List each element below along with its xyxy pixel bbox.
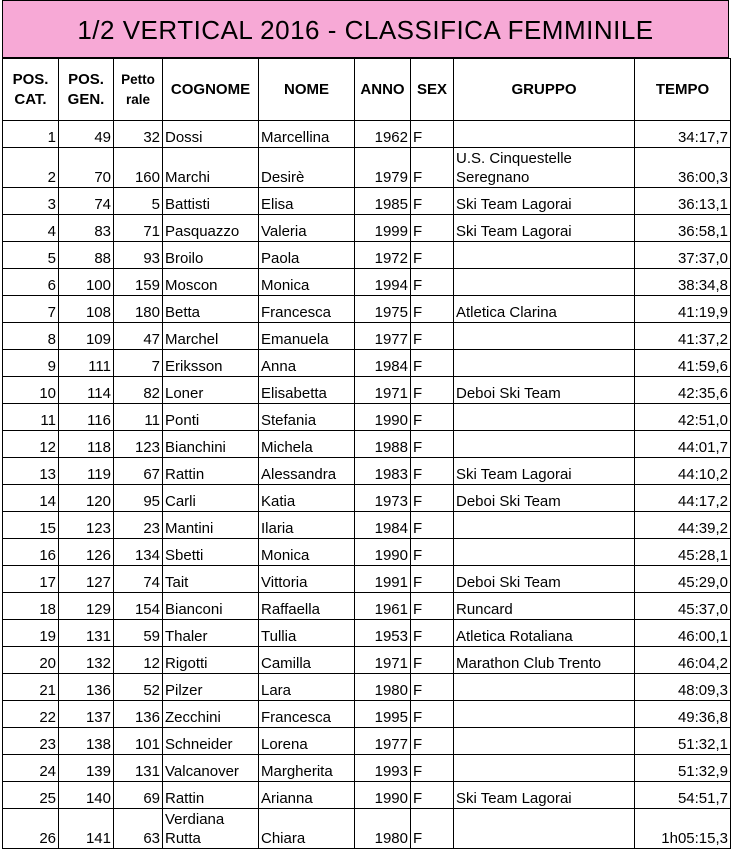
cell-tempo: 46:00,1 [635,620,731,647]
cell-sex: F [411,647,454,674]
cell-gruppo [454,755,635,782]
cell-pettorale: 154 [114,593,163,620]
cell-tempo: 51:32,9 [635,755,731,782]
cell-nome: Desirè [259,148,355,188]
cell-pettorale: 59 [114,620,163,647]
cell-cognome: Battisti [163,188,259,215]
cell-gruppo: Runcard [454,593,635,620]
header-row [3,59,731,121]
cell-pos-cat: 11 [3,404,59,431]
table-row [3,674,731,701]
cell-cognome: Bianchini [163,431,259,458]
cell-tempo: 45:29,0 [635,566,731,593]
cell-gruppo: Ski Team Lagorai [454,782,635,809]
cell-pos-gen: 108 [59,296,114,323]
table-row [3,512,731,539]
cell-anno: 1988 [355,431,411,458]
cell-pos-cat: 26 [3,809,59,849]
cell-anno: 1962 [355,121,411,148]
table-row [3,377,731,404]
table-row [3,323,731,350]
table-row [3,701,731,728]
cell-pos-gen: 70 [59,148,114,188]
cell-nome: Raffaella [259,593,355,620]
cell-cognome: Eriksson [163,350,259,377]
cell-pos-gen: 83 [59,215,114,242]
cell-pos-gen: 123 [59,512,114,539]
cell-gruppo [454,323,635,350]
cell-anno: 1993 [355,755,411,782]
cell-pos-gen: 139 [59,755,114,782]
header-cognome: COGNOME [163,59,259,121]
cell-pettorale: 5 [114,188,163,215]
cell-nome: Katia [259,485,355,512]
cell-cognome: Bianconi [163,593,259,620]
cell-pos-cat: 12 [3,431,59,458]
cell-pos-gen: 126 [59,539,114,566]
cell-cognome: Sbetti [163,539,259,566]
cell-gruppo [454,674,635,701]
cell-anno: 1971 [355,377,411,404]
cell-tempo: 38:34,8 [635,269,731,296]
cell-pos-cat: 24 [3,755,59,782]
cell-anno: 1977 [355,323,411,350]
cell-sex: F [411,728,454,755]
cell-tempo: 48:09,3 [635,674,731,701]
cell-tempo: 44:01,7 [635,431,731,458]
cell-tempo: 45:28,1 [635,539,731,566]
cell-sex: F [411,323,454,350]
cell-tempo: 41:19,9 [635,296,731,323]
cell-gruppo: Atletica Clarina [454,296,635,323]
cell-pettorale: 95 [114,485,163,512]
cell-sex: F [411,296,454,323]
cell-sex: F [411,121,454,148]
cell-tempo: 37:37,0 [635,242,731,269]
cell-sex: F [411,148,454,188]
table-row [3,782,731,809]
cell-pos-cat: 16 [3,539,59,566]
cell-sex: F [411,539,454,566]
cell-pos-cat: 23 [3,728,59,755]
cell-nome: Stefania [259,404,355,431]
cell-cognome: Broilo [163,242,259,269]
cell-gruppo: Ski Team Lagorai [454,458,635,485]
table-row [3,148,731,188]
cell-nome: Chiara [259,809,355,849]
cell-cognome: Rigotti [163,647,259,674]
cell-pos-gen: 131 [59,620,114,647]
cell-tempo: 54:51,7 [635,782,731,809]
cell-anno: 1990 [355,782,411,809]
table-row [3,485,731,512]
cell-sex: F [411,215,454,242]
cell-pettorale: 47 [114,323,163,350]
cell-anno: 1990 [355,404,411,431]
cell-tempo: 44:10,2 [635,458,731,485]
cell-pos-cat: 2 [3,148,59,188]
cell-anno: 1953 [355,620,411,647]
cell-pettorale: 69 [114,782,163,809]
table-row [3,350,731,377]
cell-anno: 1973 [355,485,411,512]
cell-pettorale: 67 [114,458,163,485]
cell-anno: 1984 [355,350,411,377]
cell-cognome: Verdiana Rutta [163,809,259,849]
table-row [3,809,731,849]
table-row [3,539,731,566]
cell-cognome: Thaler [163,620,259,647]
cell-pos-gen: 129 [59,593,114,620]
cell-pos-cat: 4 [3,215,59,242]
header-sex: SEX [411,59,454,121]
cell-tempo: 42:35,6 [635,377,731,404]
table-row [3,620,731,647]
cell-cognome: Rattin [163,458,259,485]
cell-cognome: Rattin [163,782,259,809]
cell-sex: F [411,566,454,593]
cell-pos-gen: 136 [59,674,114,701]
cell-pos-gen: 49 [59,121,114,148]
cell-pos-gen: 119 [59,458,114,485]
cell-sex: F [411,242,454,269]
cell-sex: F [411,188,454,215]
table-row [3,215,731,242]
cell-tempo: 36:13,1 [635,188,731,215]
cell-pos-cat: 6 [3,269,59,296]
table-row [3,566,731,593]
cell-gruppo [454,512,635,539]
results-table [2,58,731,849]
cell-pos-cat: 17 [3,566,59,593]
cell-tempo: 34:17,7 [635,121,731,148]
cell-anno: 1984 [355,512,411,539]
cell-cognome: Tait [163,566,259,593]
header-tempo: TEMPO [635,59,731,121]
cell-gruppo [454,431,635,458]
header-pos-gen: POS. GEN. [59,59,114,121]
cell-pos-gen: 138 [59,728,114,755]
cell-pos-gen: 74 [59,188,114,215]
cell-gruppo: Deboi Ski Team [454,485,635,512]
cell-nome: Monica [259,269,355,296]
cell-pettorale: 134 [114,539,163,566]
cell-cognome: Schneider [163,728,259,755]
cell-gruppo: Ski Team Lagorai [454,188,635,215]
cell-nome: Marcellina [259,121,355,148]
cell-pos-cat: 18 [3,593,59,620]
cell-pos-gen: 132 [59,647,114,674]
cell-sex: F [411,755,454,782]
cell-nome: Lara [259,674,355,701]
cell-anno: 1977 [355,728,411,755]
cell-tempo: 41:59,6 [635,350,731,377]
cell-sex: F [411,269,454,296]
cell-sex: F [411,404,454,431]
header-pos-cat: POS. CAT. [3,59,59,121]
cell-gruppo [454,539,635,566]
cell-pos-gen: 127 [59,566,114,593]
cell-gruppo: Marathon Club Trento [454,647,635,674]
cell-nome: Francesca [259,701,355,728]
cell-pos-cat: 10 [3,377,59,404]
cell-tempo: 51:32,1 [635,728,731,755]
cell-gruppo [454,269,635,296]
cell-nome: Valeria [259,215,355,242]
cell-pos-gen: 111 [59,350,114,377]
cell-cognome: Carli [163,485,259,512]
cell-nome: Camilla [259,647,355,674]
cell-pettorale: 160 [114,148,163,188]
cell-tempo: 44:17,2 [635,485,731,512]
table-row [3,728,731,755]
cell-pos-cat: 21 [3,674,59,701]
cell-pettorale: 82 [114,377,163,404]
cell-pos-gen: 141 [59,809,114,849]
cell-pettorale: 180 [114,296,163,323]
cell-anno: 1999 [355,215,411,242]
cell-pettorale: 93 [114,242,163,269]
cell-pettorale: 12 [114,647,163,674]
cell-tempo: 36:00,3 [635,148,731,188]
cell-pos-cat: 9 [3,350,59,377]
cell-anno: 1990 [355,539,411,566]
cell-pos-gen: 88 [59,242,114,269]
cell-tempo: 42:51,0 [635,404,731,431]
cell-sex: F [411,593,454,620]
cell-anno: 1980 [355,674,411,701]
cell-gruppo: Deboi Ski Team [454,377,635,404]
cell-pos-cat: 1 [3,121,59,148]
cell-nome: Michela [259,431,355,458]
cell-pos-cat: 7 [3,296,59,323]
cell-sex: F [411,782,454,809]
cell-cognome: Marchi [163,148,259,188]
cell-gruppo [454,404,635,431]
cell-pettorale: 52 [114,674,163,701]
cell-pos-gen: 120 [59,485,114,512]
cell-nome: Vittoria [259,566,355,593]
cell-cognome: Pilzer [163,674,259,701]
cell-nome: Tullia [259,620,355,647]
table-row [3,755,731,782]
cell-pos-gen: 114 [59,377,114,404]
cell-pettorale: 131 [114,755,163,782]
cell-pos-cat: 19 [3,620,59,647]
cell-gruppo: Atletica Rotaliana [454,620,635,647]
cell-nome: Arianna [259,782,355,809]
cell-anno: 1985 [355,188,411,215]
table-row [3,121,731,148]
table-row [3,458,731,485]
cell-nome: Lorena [259,728,355,755]
cell-tempo: 1h05:15,3 [635,809,731,849]
cell-nome: Ilaria [259,512,355,539]
table-row [3,593,731,620]
cell-cognome: Valcanover [163,755,259,782]
cell-sex: F [411,458,454,485]
cell-pettorale: 23 [114,512,163,539]
cell-gruppo [454,121,635,148]
cell-pos-cat: 8 [3,323,59,350]
header-anno: ANNO [355,59,411,121]
cell-pettorale: 63 [114,809,163,849]
cell-nome: Paola [259,242,355,269]
cell-sex: F [411,674,454,701]
cell-pettorale: 74 [114,566,163,593]
cell-tempo: 46:04,2 [635,647,731,674]
table-row [3,431,731,458]
cell-nome: Alessandra [259,458,355,485]
cell-nome: Elisa [259,188,355,215]
cell-pettorale: 136 [114,701,163,728]
cell-anno: 1995 [355,701,411,728]
cell-pettorale: 7 [114,350,163,377]
cell-cognome: Mantini [163,512,259,539]
cell-gruppo [454,350,635,377]
cell-anno: 1975 [355,296,411,323]
cell-pettorale: 32 [114,121,163,148]
cell-nome: Monica [259,539,355,566]
results-body [3,121,731,849]
cell-pettorale: 123 [114,431,163,458]
header-nome: NOME [259,59,355,121]
cell-anno: 1994 [355,269,411,296]
cell-pos-cat: 22 [3,701,59,728]
cell-pos-gen: 109 [59,323,114,350]
cell-tempo: 49:36,8 [635,701,731,728]
table-row [3,404,731,431]
cell-pos-cat: 5 [3,242,59,269]
table-row [3,188,731,215]
cell-cognome: Moscon [163,269,259,296]
cell-cognome: Dossi [163,121,259,148]
cell-pos-gen: 140 [59,782,114,809]
cell-pos-cat: 3 [3,188,59,215]
cell-pos-cat: 20 [3,647,59,674]
cell-anno: 1991 [355,566,411,593]
cell-cognome: Loner [163,377,259,404]
cell-sex: F [411,431,454,458]
cell-anno: 1979 [355,148,411,188]
cell-tempo: 41:37,2 [635,323,731,350]
cell-pos-cat: 15 [3,512,59,539]
cell-gruppo: U.S. Cinquestelle Seregnano [454,148,635,188]
cell-nome: Emanuela [259,323,355,350]
cell-tempo: 36:58,1 [635,215,731,242]
cell-anno: 1961 [355,593,411,620]
cell-gruppo [454,242,635,269]
cell-cognome: Pasquazzo [163,215,259,242]
cell-nome: Margherita [259,755,355,782]
cell-pos-cat: 13 [3,458,59,485]
cell-nome: Anna [259,350,355,377]
cell-sex: F [411,809,454,849]
table-row [3,242,731,269]
page-title: 1/2 VERTICAL 2016 - CLASSIFICA FEMMINILE [2,0,729,58]
header-pettorale: Petto rale [114,59,163,121]
cell-sex: F [411,701,454,728]
cell-pos-gen: 137 [59,701,114,728]
cell-tempo: 45:37,0 [635,593,731,620]
cell-gruppo: Deboi Ski Team [454,566,635,593]
cell-cognome: Zecchini [163,701,259,728]
cell-pettorale: 71 [114,215,163,242]
cell-pos-gen: 100 [59,269,114,296]
header-gruppo: GRUPPO [454,59,635,121]
cell-nome: Elisabetta [259,377,355,404]
table-row [3,647,731,674]
cell-sex: F [411,350,454,377]
cell-anno: 1972 [355,242,411,269]
cell-gruppo: Ski Team Lagorai [454,215,635,242]
cell-cognome: Betta [163,296,259,323]
cell-tempo: 44:39,2 [635,512,731,539]
cell-gruppo [454,701,635,728]
cell-anno: 1971 [355,647,411,674]
cell-anno: 1983 [355,458,411,485]
cell-anno: 1980 [355,809,411,849]
cell-gruppo [454,728,635,755]
cell-pettorale: 11 [114,404,163,431]
cell-pettorale: 159 [114,269,163,296]
cell-nome: Francesca [259,296,355,323]
cell-pos-cat: 14 [3,485,59,512]
cell-sex: F [411,485,454,512]
table-row [3,269,731,296]
cell-pos-gen: 118 [59,431,114,458]
cell-gruppo [454,809,635,849]
table-row [3,296,731,323]
cell-pos-gen: 116 [59,404,114,431]
cell-sex: F [411,512,454,539]
cell-pettorale: 101 [114,728,163,755]
cell-pos-cat: 25 [3,782,59,809]
cell-cognome: Marchel [163,323,259,350]
cell-cognome: Ponti [163,404,259,431]
cell-sex: F [411,620,454,647]
cell-sex: F [411,377,454,404]
